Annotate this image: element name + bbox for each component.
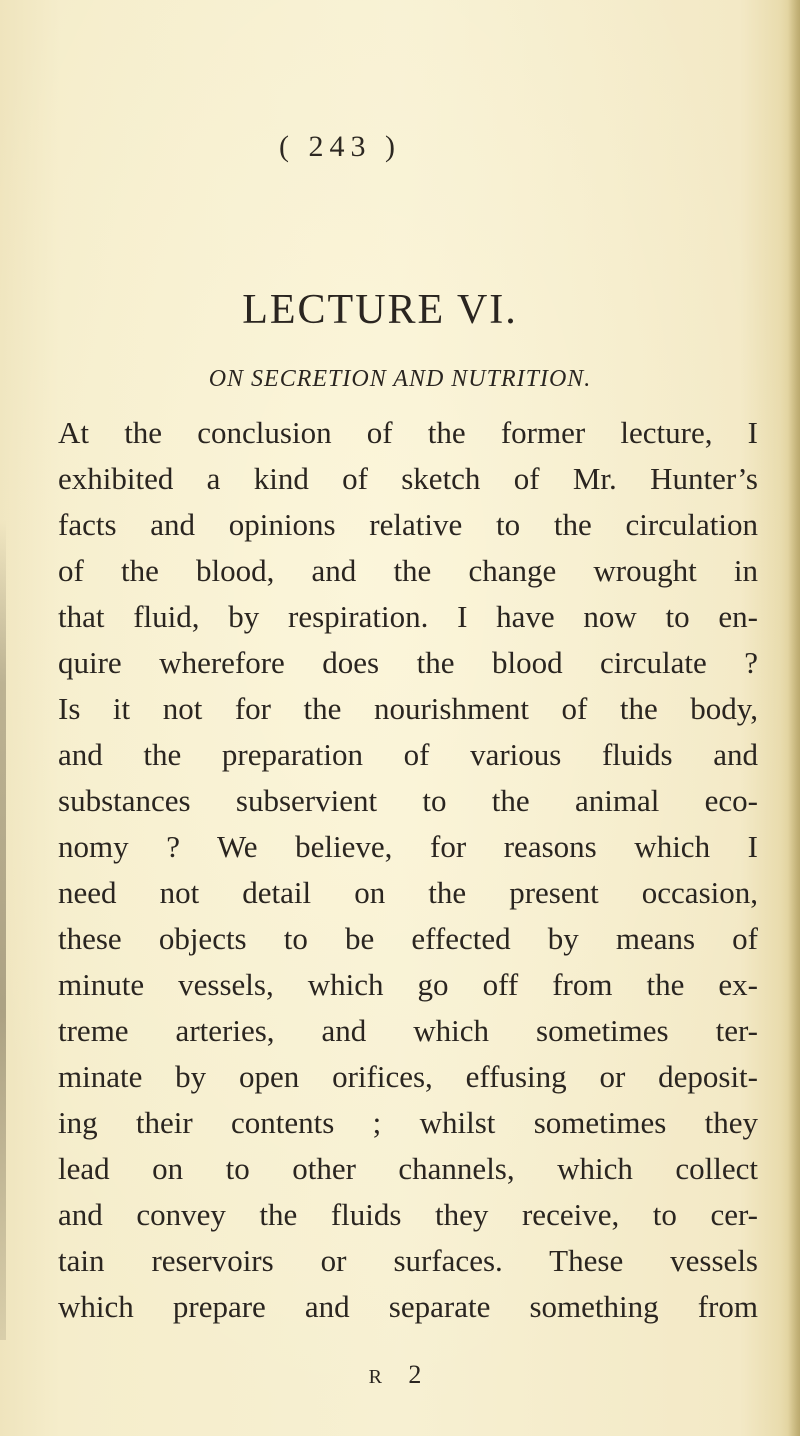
text-line: which prepare and separate something from <box>58 1289 758 1324</box>
signature-number: 2 <box>408 1360 432 1389</box>
text-line: and the preparation of various fluids and <box>58 737 758 772</box>
text-line: lead on to other channels, which collect <box>58 1151 758 1186</box>
page-edge-shadow <box>788 0 800 1436</box>
lecture-subtitle: ON SECRETION AND NUTRITION. <box>208 366 592 392</box>
text-line: minate by open orifices, effusing or deposit- <box>58 1059 758 1094</box>
text-line: treme arteries, and which sometimes ter- <box>58 1013 758 1048</box>
text-line: and convey the fluids they receive, to cer- <box>58 1197 758 1232</box>
page-gutter-marks <box>0 520 6 1340</box>
text-line: substances subservient to the animal eco- <box>58 783 758 818</box>
body-paragraph <box>58 410 758 1330</box>
text-line: tain reservoirs or surfaces. These vessels <box>58 1243 758 1278</box>
lecture-title: LECTURE VI. <box>242 287 518 333</box>
text-line: quire wherefore does the blood circulate ? <box>58 645 758 680</box>
text-line: nomy ? We believe, for reasons which I <box>58 829 758 864</box>
text-line: of the blood, and the change wrought in <box>58 553 758 588</box>
text-line: that fluid, by respiration. I have now to en- <box>58 599 758 634</box>
text-line: exhibited a kind of sketch of Mr. Hunter’s <box>58 461 758 496</box>
text-line: ing their contents ; whilst sometimes they <box>58 1105 758 1140</box>
text-line: At the conclusion of the former lecture, I <box>58 415 758 450</box>
page-number: ( 243 ) <box>279 130 401 163</box>
text-line: need not detail on the present occasion, <box>58 875 758 910</box>
signature-mark <box>0 1360 800 1390</box>
text-line: minute vessels, which go off from the ex- <box>58 967 758 1002</box>
signature-letter: R <box>368 1366 392 1388</box>
text-line: these objects to be effected by means of <box>58 921 758 956</box>
text-line: Is it not for the nourishment of the body, <box>58 691 758 726</box>
text-line: facts and opinions relative to the circulation <box>58 507 758 542</box>
